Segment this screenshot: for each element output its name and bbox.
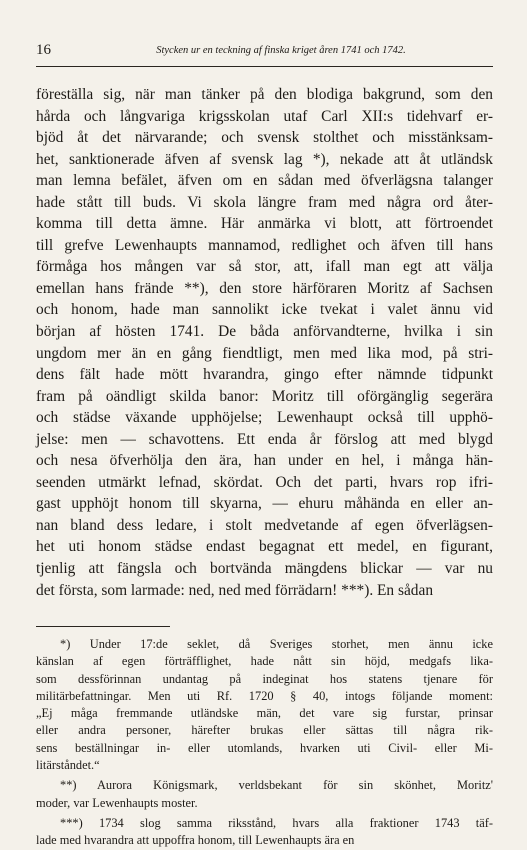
text-line: seenden utmärkt lefnad, skördat. Och det parti, hvars rop ifri- bbox=[36, 473, 493, 491]
text-line: gast upphöjt honom till skyarna, — ehuru måhända en eller an- bbox=[36, 495, 493, 513]
text-line: emellan hans frände **), den store härföraren Moritz af Sachsen bbox=[36, 279, 493, 297]
text-line: het uti honom städse endast begagnat ett medel, en figurant, bbox=[36, 538, 493, 556]
running-head: Stycken ur en teckning af finska kriget åren 1741 och 1742. bbox=[156, 45, 406, 56]
text-line: komma till detta ämne. Här anmärka vi blott, att förtroendet bbox=[36, 215, 493, 233]
text-line: och nesa öfverhölja den ära, han under en hel, i många hän- bbox=[36, 452, 493, 470]
footnotes bbox=[36, 636, 493, 850]
page-number: 16 bbox=[36, 42, 51, 58]
text-line: ungdom mer än en gång fiendtligt, men med lika mod, på stri- bbox=[36, 344, 493, 362]
footnote-rule bbox=[36, 626, 170, 627]
text-line: nan bland dess ledare, i stolt medvetande af egen öfverlägsen- bbox=[36, 516, 493, 534]
text-line: hade stått till buds. Vi skola längre fram med några ord åter- bbox=[36, 193, 493, 211]
text-line: hårda och långvariga krigsskolan utaf Carl XII:s tidehvarf er- bbox=[36, 107, 493, 125]
footnote-line: lade med hvarandra att uppoffra honom, till Lewenhaupts ära en bbox=[36, 833, 355, 848]
footnote-line: känslan af egen förträfflighet, hade nått sin höjd, medgafs lika- bbox=[36, 654, 493, 669]
text-line: förmåga hos mången var så stor, att, ifall man egt att välja bbox=[36, 258, 493, 276]
text-line: dens fält hade mött hvarandra, gingo efter nämnde tidpunkt bbox=[36, 366, 493, 384]
footnote-line: litärståndet.“ bbox=[36, 758, 100, 773]
main-text bbox=[36, 84, 493, 601]
text-line: bjöd åt det närvarande; och svensk stolthet och misstänksam- bbox=[36, 129, 493, 147]
footnote-line: moder, var Lewenhaupts moster. bbox=[36, 795, 198, 810]
text-line: föreställa sig, när man tänker på den blodiga bakgrund, som den bbox=[36, 86, 493, 103]
footnote-line: militärbefattningar. Men uti Rf. 1720 § 40, intogs följande moment: bbox=[36, 688, 493, 703]
text-line: het, sanktionerade äfven af svensk lag *), nekade att åt utländsk bbox=[36, 150, 493, 168]
text-line: och honom, hade man sannolikt icke tvekat i valet ännu vid bbox=[36, 301, 493, 319]
text-line: början af hösten 1741. De båda anförvandterne, hvilka i sin bbox=[36, 323, 493, 341]
footnote-line: „Ej måga fremmande utländske män, det vare sig furstar, prinsar bbox=[36, 706, 493, 721]
text-line: jelse: men — schavottens. Ett enda år förslog att med blygd bbox=[36, 430, 493, 448]
footnote-line: **) Aurora Königsmark, verldsbekant för sin skönhet, Moritz' bbox=[60, 778, 493, 793]
text-line: till grefve Lewenhaupts mannamod, redlighet och äfven till hans bbox=[36, 236, 493, 254]
text-line: fram på oändligt skilda banor: Moritz till oförgänglig segerära bbox=[36, 387, 493, 405]
text-line: man lemna befälet, äfven om en sådan med öfverlägsna talanger bbox=[36, 172, 493, 190]
header-rule bbox=[36, 66, 493, 67]
text-line: det första, som larmade: ned, ned med förrädarn! ***). En sådan bbox=[36, 581, 434, 599]
footnote-line: ***) 1734 slog samma riksstånd, hvars alla fraktioner 1743 täf- bbox=[60, 815, 493, 830]
footnote-line: som dessförinnan undantag på indeginat hos statens tjenare för bbox=[36, 671, 493, 686]
footnote-line: *) Under 17:de seklet, då Sveriges storhet, men ännu icke bbox=[60, 637, 493, 651]
footnote-line: sens beställningar in- eller utomlands, hvarken uti Civil- eller Mi- bbox=[36, 740, 493, 755]
page-header bbox=[36, 42, 496, 62]
text-line: tjenlig att fängsla och bortvända mängdens blickar — var nu bbox=[36, 560, 493, 578]
footnote-line: eller andra personer, härefter brukas eller sättas till några rik- bbox=[36, 723, 493, 738]
text-line: och städse växande upphöjelse; Lewenhaupt också till upphö- bbox=[36, 409, 493, 427]
